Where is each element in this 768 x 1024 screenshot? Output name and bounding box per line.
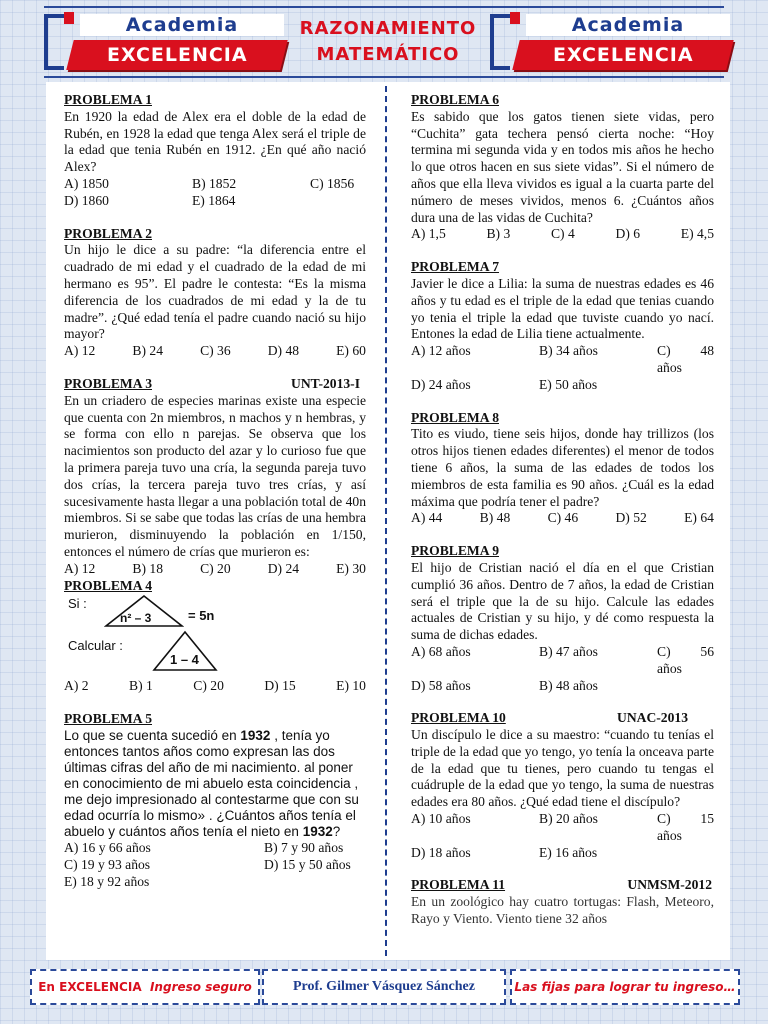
problem-number: PROBLEMA 9 [411,543,499,559]
option-c: C) 20 [193,678,224,694]
problem-2 [64,226,366,360]
option-b: B) 47 años [539,643,598,659]
problem-title [64,578,366,595]
option-d: D) 52 [615,510,647,526]
option-d: D) 18 años [411,844,471,860]
problem-title [64,226,366,243]
option-e: E) 10 [336,678,366,694]
option-d: D) 58 años [411,677,471,693]
option-a: A) 12 años [411,343,471,359]
problem-text: Un discípulo le dice a su maestro: “cuando tu tenías el triple de la edad que yo tengo, yo tenía la onceava parte de la edad que tu tienes, pero cuando tu tengas el cuádruple de la edad que yo tengo, la suma de nuestras edades era 80 años. ¿Qué edad tiene el discípulo? [411,727,714,810]
problem-title [64,711,366,728]
logo-excelencia-banner [66,40,287,70]
logo-excelencia-text: EXCELENCIA [106,44,248,66]
option-c: C) 36 [200,343,231,359]
problem-3 [64,376,366,578]
problem-title [64,376,366,393]
problem-number: PROBLEMA 2 [64,225,152,241]
option-e: E) 60 [336,343,366,359]
footer-author: Prof. Gilmer Vásquez Sánchez [262,969,506,1005]
option-e: E) 16 años [539,844,598,860]
exam-tag: UNMSM-2012 [627,877,712,893]
logo-bracket [44,14,64,70]
option-c: C) 56 años [657,643,714,676]
option-b: B) 7 y 90 años [264,839,344,855]
option-b: B) 18 [132,560,163,576]
answer-options [64,678,366,695]
problem-number: PROBLEMA 3 [64,375,152,391]
header-bottom-rule [44,76,724,78]
problem-title [64,92,366,109]
problem-text [64,728,366,840]
problem-text: En 1920 la edad de Alex era el doble de la edad de Rubén, en 1928 la edad que tenga Alex será el triple de la edad que tenia Rubén en 1912. ¿En qué año nació Alex? [64,108,366,175]
problem-number: PROBLEMA 11 [411,877,506,893]
problem-number: PROBLEMA 5 [64,711,152,727]
problem-text-part: , tenía yo entonces tantos años como expresan las dos últimas cifras del año de mi nacimiento. al poner en conocimiento de mi abuelo esta coincidencia , me dejo impresionado al contestarme que con su edad ocurría lo mismo» . ¿Cuántos años tenía el abuelo y cuántos años tenía el nieto en [64,727,359,839]
problem-11 [411,877,714,927]
title-line-1: RAZONAMIENTO [299,18,477,39]
problem-text: Tito es viudo, tiene seis hijos, donde hay trillizos (los otros hijos tienen edades diferentes) el menor de todos tiene 6 años, la suma de las edades de todos los miembros de esta familia es 90 años. ¿Cuál es la edad máxima que podría tener el padre? [411,426,714,509]
option-d: D) 48 [267,343,300,359]
problem-text: Es sabido que los gatos tienen siete vidas, pero “Cuchita” gata techera pensó cierta noche: “Hoy termina mi segunda vida y en todos mis años he hecho lo que otros hacen en sus siete vidas”. Si el número de años que ella lleva vividos es igual a la cuarta parte del número de meses vividos, menos 6. ¿Cuántos años dura una de las vidas de Cuchita? [411,108,714,225]
problem-1 [64,92,366,210]
problem-number: PROBLEMA 4 [64,577,152,593]
option-d: D) 6 [615,226,641,242]
exam-tag: UNT-2013-I [291,375,360,391]
option-b: B) 1 [129,678,153,694]
page-header [0,0,768,80]
option-a: A) 10 años [411,811,471,827]
problem-number: PROBLEMA 1 [64,92,152,107]
header-top-rule [44,6,724,8]
option-b: B) 48 [479,510,511,526]
answer-options [411,226,714,243]
operator-figure [64,594,366,678]
calcular-label: Calcular : [68,638,123,654]
academia-logo-right [490,14,730,72]
option-e: B) 48 años [539,677,598,693]
problem-number: PROBLEMA 8 [411,409,499,425]
problem-text: En un criadero de especies marinas existe una especie que cuenta con 2n miembros, n machos y n hembras, y se forma con ello n parejas. Se observa que los nacimientos son producto del azar y lo curioso fue que la primera pareja tuvo una cría, la segunda pareja tuvo dos crías, la tercera pareja tuvo tres crías, y así sucesivamente hasta llegar a una población total de 40n miembros. Si se sabe que todas las crías de una hembra murieron, disminuyendo la población en 1/150, entonces el número de crías que murieron es: [64,392,366,559]
option-a: A) 1850 [64,175,109,191]
option-e: E) 30 [336,560,366,576]
si-label: Si : [68,596,87,612]
option-b: B) 24 [132,343,163,359]
logo-academia-text: Academia [80,14,284,36]
triangle-1-label: n² – 3 [120,611,152,626]
option-a: A) 1,5 [411,226,446,242]
problem-text: Javier le dice a Lilia: la suma de nuestras edades es 46 años y tu edad es el triple de la edad que tenias cuando yo tenia el triple la edad que tuviste cuando yo nací. Entones la edad de Lilia tiene actualmente. [411,275,714,342]
option-e: E) 18 y 92 años [64,873,150,889]
footer-right-slogan: Las fijas para lograr tu ingreso… [514,980,736,994]
problem-text: El hijo de Cristian nació el día en el que Cristian cumplió 36 años. Dentro de 7 años, la edad de Cristian será el triple que la de su hijo. Calcule las edades actuales de Cristian y su hijo, y dé como respuesta la suma de dichas edades. [411,559,714,643]
title-line-2: MATEMÁTICO [316,44,460,65]
year-value: 1932 [302,823,333,839]
problem-title [411,877,714,894]
option-d: D) 24 años [411,376,471,392]
logo-academia-text: Academia [526,14,730,36]
academia-logo-left [44,14,284,72]
problem-text: Un hijo le dice a su padre: “la diferencia entre el cuadrado de mi edad y el cuadrado de la edad de mi hermano es 95”. El padre le contesta: “Es la misma diferencia de los cuadrados de mi edad y la de tu madre”. ¿Qué edad tenía el padre cuando nació su hijo mayor? [64,242,366,342]
left-column [64,92,366,890]
option-c: C) 48 años [657,343,714,375]
problem-9 [411,543,714,694]
answer-options [411,343,714,393]
exam-tag: UNAC-2013 [617,710,688,726]
footer-left-slogan: Ingreso seguro [149,980,252,994]
triangle-2-label: 1 – 4 [170,652,199,668]
answer-options [64,176,366,210]
logo-excelencia-banner [512,40,733,70]
problem-number: PROBLEMA 7 [411,259,499,275]
problem-6 [411,92,714,243]
problem-text: En un zoológico hay cuatro tortugas: Flash, Meteoro, Rayo y Viento. Viento tiene 32 años [411,894,714,927]
option-e: E) 64 [684,510,714,526]
problem-title [411,259,714,276]
problem-5 [64,711,366,890]
option-b: B) 3 [486,226,511,242]
problem-number: PROBLEMA 6 [411,92,499,107]
option-e: E) 50 años [539,376,598,392]
problem-text-part: Lo que se cuenta sucedió en [64,727,241,743]
problem-8 [411,410,714,528]
option-c: C) 20 [200,560,231,576]
problem-title [411,543,714,560]
answer-options [411,644,714,694]
answer-options [64,343,366,360]
problem-text-part: ? [332,823,341,839]
problem-4 [64,578,366,696]
logo-accent [510,12,520,24]
option-a: A) 12 [64,560,96,576]
footer-slogan-right [510,969,740,1005]
option-d: D) 15 y 50 años [264,856,351,872]
right-column [411,92,714,928]
option-c: C) 1856 [310,175,355,191]
logo-accent [64,12,74,24]
answer-options [411,811,714,861]
option-e: E) 4,5 [680,226,714,242]
answer-options [64,840,366,890]
problem-number: PROBLEMA 10 [411,710,506,726]
problem-title [411,710,714,727]
page-title [290,16,486,74]
logo-excelencia-text: EXCELENCIA [552,44,694,66]
option-a: A) 16 y 66 años [64,839,151,855]
option-a: A) 68 años [411,643,471,659]
option-d: D) 24 [267,560,300,576]
option-d: D) 15 [264,678,296,694]
triangle-1-result: = 5n [188,608,215,624]
option-c: C) 15 años [657,811,714,843]
year-value: 1932 [240,727,271,743]
problem-title [411,410,714,427]
option-b: B) 34 años [539,343,598,359]
option-c: C) 46 [547,510,579,526]
option-c: C) 4 [550,226,575,242]
option-b: B) 20 años [539,811,598,827]
column-divider [385,86,387,956]
option-a: A) 44 [411,510,443,526]
option-e: E) 1864 [192,192,236,208]
option-d: D) 1860 [64,192,109,208]
answer-options [64,561,366,578]
problem-7 [411,259,714,393]
option-c: C) 19 y 93 años [64,856,151,872]
answer-options [411,510,714,527]
problem-title [411,92,714,109]
option-a: A) 2 [64,678,89,694]
footer-slogan-left [30,969,260,1005]
logo-bracket [490,14,510,70]
footer-left-brand: En EXCELENCIA [38,980,142,994]
option-a: A) 12 [64,343,96,359]
problem-10 [411,710,714,861]
option-b: B) 1852 [192,175,237,191]
